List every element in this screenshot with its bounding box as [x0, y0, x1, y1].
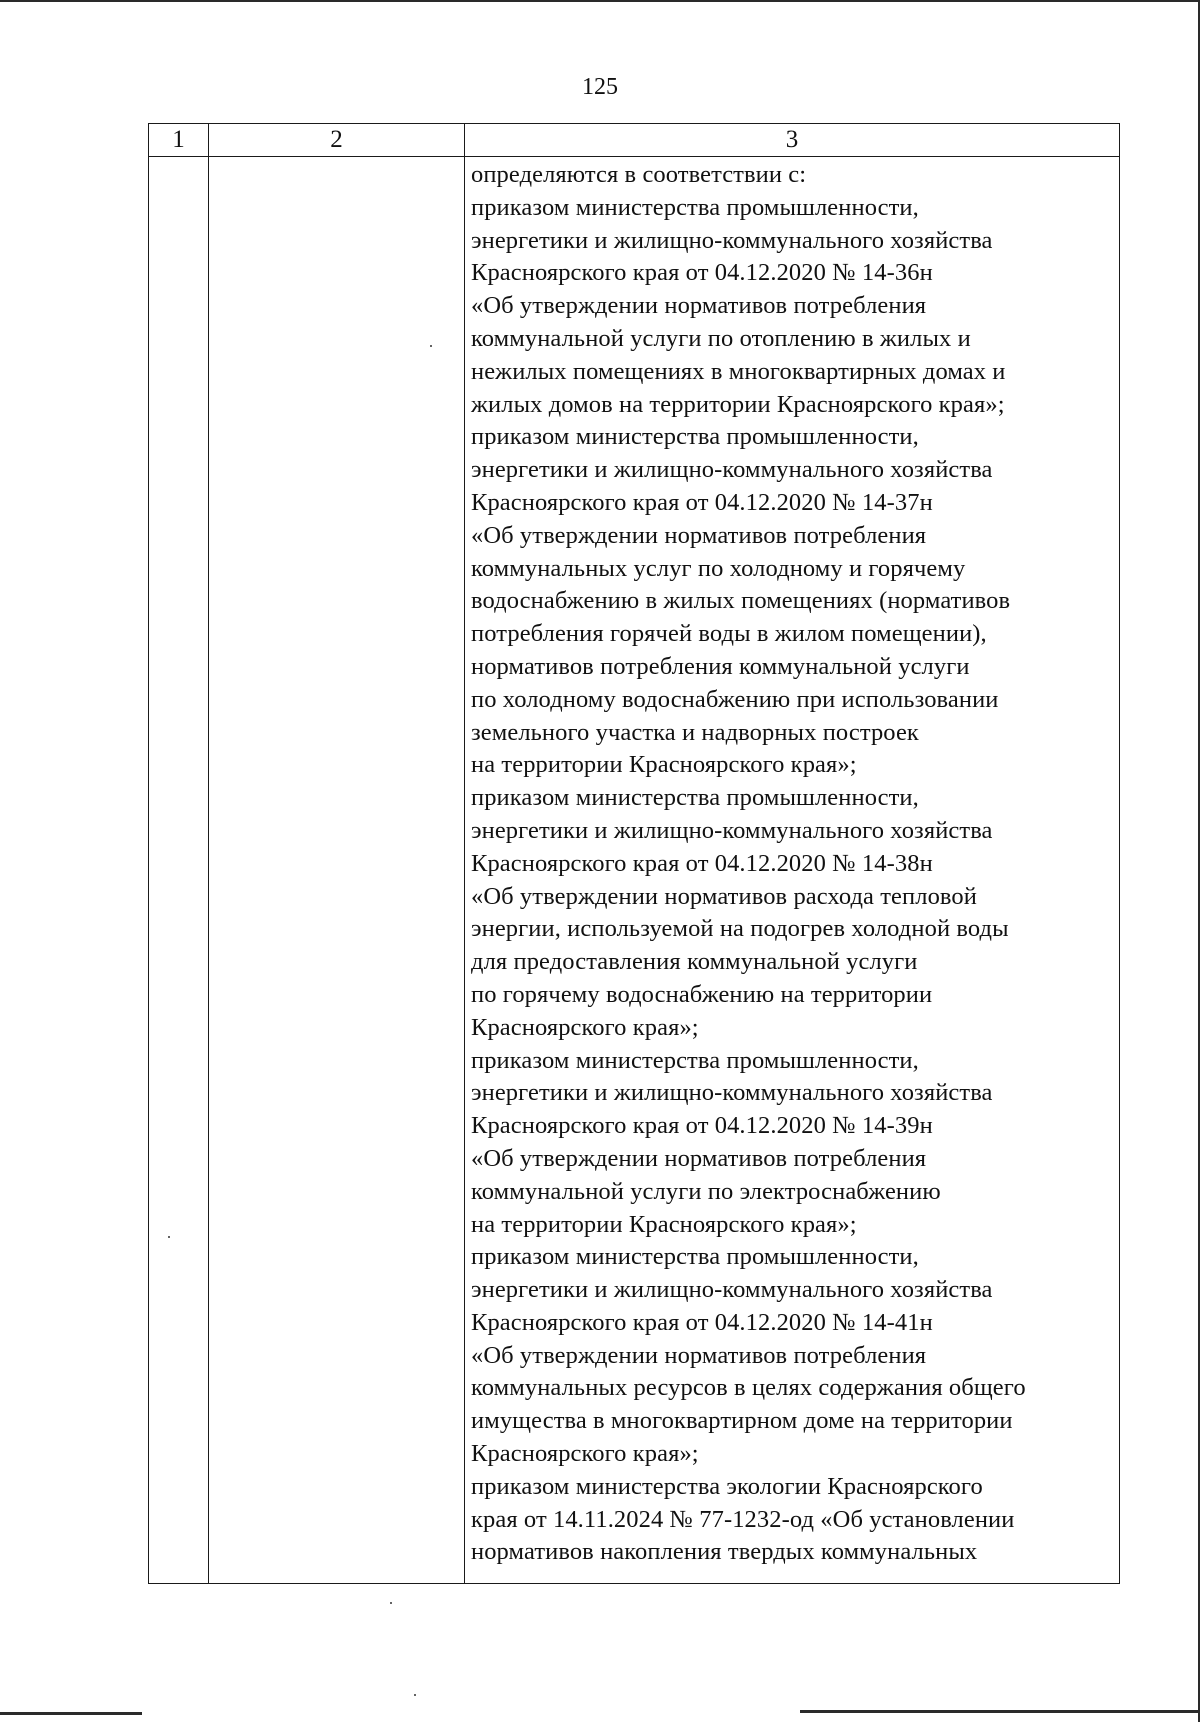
text-line: энергетики и жилищно-коммунального хозяйства: [471, 1276, 993, 1304]
document-table: [148, 123, 1120, 1584]
column-header-1: 1: [149, 124, 209, 157]
page-number: 125: [582, 74, 618, 100]
text-line: Красноярского края от 04.12.2020 № 14-38н: [471, 849, 933, 877]
text-line: приказом министерства экологии Красноярского: [471, 1472, 983, 1500]
column-3-cell: [465, 157, 1120, 1584]
column-header-2: 2: [209, 124, 465, 157]
scan-speck: [390, 1602, 392, 1604]
table-header-row: [149, 124, 1120, 157]
text-line: Красноярского края от 04.12.2020 № 14-39н: [471, 1112, 933, 1140]
text-line: по горячему водоснабжению на территории: [471, 980, 933, 1008]
text-line: «Об утверждении нормативов потребления: [471, 1144, 927, 1172]
text-line: энергии, используемой на подогрев холодной воды: [471, 915, 1009, 943]
text-line: приказом министерства промышленности,: [471, 423, 919, 451]
text-line: приказом министерства промышленности,: [471, 193, 919, 221]
text-line: энергетики и жилищно-коммунального хозяйства: [471, 456, 993, 484]
text-line: Красноярского края от 04.12.2020 № 14-41н: [471, 1308, 933, 1336]
text-line: нежилых помещениях в многоквартирных домах и: [471, 357, 1006, 385]
table-row: [149, 157, 1120, 1584]
text-line: энергетики и жилищно-коммунального хозяйства: [471, 1079, 993, 1107]
text-line: по холодному водоснабжению при использовании: [471, 685, 999, 713]
text-line: энергетики и жилищно-коммунального хозяйства: [471, 226, 993, 254]
text-line: коммунальных услуг по холодному и горячему: [471, 554, 966, 582]
text-line: нормативов потребления коммунальной услуги: [471, 652, 970, 680]
text-line: определяются в соответствии с:: [471, 161, 807, 188]
text-line: на территории Красноярского края»;: [471, 751, 857, 779]
column-2-cell: [209, 157, 465, 1584]
text-line: коммунальной услуги по электроснабжению: [471, 1177, 941, 1205]
text-line: «Об утверждении нормативов потребления: [471, 521, 927, 549]
scan-border-top: [0, 0, 1200, 2]
text-line: водоснабжению в жилых помещениях (нормативов: [471, 587, 1011, 615]
column-1-cell: [149, 157, 209, 1584]
text-line: коммунальной услуги по отоплению в жилых и: [471, 324, 971, 352]
text-line: на территории Красноярского края»;: [471, 1210, 857, 1238]
text-line: нормативов накопления твердых коммунальных: [471, 1538, 978, 1566]
text-line: Красноярского края от 04.12.2020 № 14-37н: [471, 488, 933, 516]
text-line: для предоставления коммунальной услуги: [471, 948, 918, 976]
scan-speck: [414, 1694, 416, 1696]
text-line: «Об утверждении нормативов потребления: [471, 292, 927, 320]
text-line: имущества в многоквартирном доме на территории: [471, 1407, 1013, 1435]
text-line: коммунальных ресурсов в целях содержания общего: [471, 1374, 1026, 1402]
text-line: Красноярского края»;: [471, 1440, 699, 1468]
text-line: Красноярского края от 04.12.2020 № 14-36н: [471, 259, 933, 287]
text-line: края от 14.11.2024 № 77-1232-од «Об установлении: [471, 1505, 1015, 1533]
text-line: энергетики и жилищно-коммунального хозяйства: [471, 816, 993, 844]
text-line: жилых домов на территории Красноярского края»;: [471, 390, 1005, 418]
text-line: «Об утверждении нормативов потребления: [471, 1341, 927, 1369]
text-line: приказом министерства промышленности,: [471, 784, 919, 812]
scan-border-bottom-left: [0, 1712, 142, 1715]
text-line: потребления горячей воды в жилом помещении),: [471, 620, 987, 648]
scan-border-bottom-right: [800, 1710, 1200, 1713]
text-line: «Об утверждении нормативов расхода тепловой: [471, 882, 977, 910]
text-line: приказом министерства промышленности,: [471, 1046, 919, 1074]
text-line: приказом министерства промышленности,: [471, 1243, 919, 1271]
text-line: Красноярского края»;: [471, 1013, 699, 1041]
text-line: земельного участка и надворных построек: [471, 718, 919, 746]
column-header-3: 3: [465, 124, 1120, 157]
